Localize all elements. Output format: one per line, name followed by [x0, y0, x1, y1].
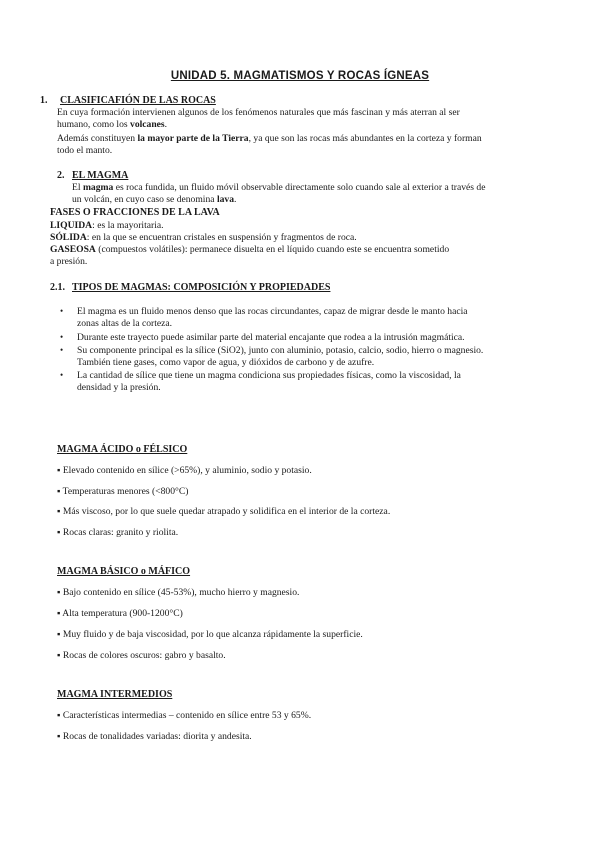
bullet-icon: •: [60, 306, 64, 316]
section-2-heading: EL MAGMA: [72, 170, 129, 181]
magma-intermedio-item: ▪ Rocas de tonalidades variadas: diorita y andesita.: [57, 731, 252, 742]
section-1-heading: CLASIFICAFIÓN DE LAS ROCAS: [60, 95, 216, 106]
s2-paragraph-line: El magma es roca fundida, un fluido móvil observable directamente solo cuando sale al exterior a través de: [72, 182, 486, 193]
magma-intermedio-heading: MAGMA INTERMEDIOS: [57, 689, 173, 700]
section-1-number: 1.: [40, 95, 48, 106]
s1-paragraph-line: humano, como los volcanes.: [57, 119, 168, 130]
magma-basico-item: ▪ Rocas de colores oscuros: gabro y basalto.: [57, 650, 226, 661]
bullet-icon: •: [60, 332, 64, 342]
magma-acido-item: ▪ Temperaturas menores (<800°C): [57, 486, 189, 497]
s21-bullet-line: La cantidad de sílice que tiene un magma condiciona sus propiedades físicas, como la viscosidad, la: [77, 370, 461, 381]
magma-intermedio-item: ▪ Características intermedias – contenido en sílice entre 53 y 65%.: [57, 710, 312, 721]
s21-bullet-line: Su componente principal es la sílice (SiO2), junto con aluminio, potasio, calcio, sodio, hierro o magnesio.: [77, 345, 484, 356]
s21-bullet-line: zonas altas de la corteza.: [77, 318, 173, 329]
s21-bullet-line: El magma es un fluido menos denso que las rocas circundantes, capaz de migrar desde le manto hacia: [77, 306, 468, 317]
section-21-heading: TIPOS DE MAGMAS: COMPOSICIÓN Y PROPIEDADES: [72, 282, 331, 293]
dot-icon: ▪: [57, 731, 61, 742]
dot-icon: ▪: [57, 629, 61, 640]
fase-gaseosa-cont: a presión.: [50, 256, 88, 267]
magma-basico-heading: MAGMA BÁSICO o MÁFICO: [57, 566, 191, 577]
magma-acido-heading: MAGMA ÁCIDO o FÉLSICO: [57, 444, 188, 455]
section-21-number: 2.1.: [50, 282, 65, 293]
magma-basico-item: ▪ Alta temperatura (900-1200°C): [57, 608, 183, 619]
magma-basico-item: ▪ Muy fluido y de baja viscosidad, por lo que alcanza rápidamente la superficie.: [57, 629, 363, 640]
magma-acido-item: ▪ Elevado contenido en sílice (>65%), y aluminio, sodio y potasio.: [57, 465, 312, 476]
s21-bullet-line: densidad y la presión.: [77, 382, 161, 393]
dot-icon: ▪: [57, 650, 61, 661]
section-2-number: 2.: [57, 170, 65, 181]
dot-icon: ▪: [57, 486, 61, 497]
s21-bullet-line: Durante este trayecto puede asimilar parte del material encajante que rodea a la intrusión magmática.: [77, 332, 465, 343]
bullet-icon: •: [60, 370, 64, 380]
dot-icon: ▪: [57, 608, 61, 619]
s21-bullet-line: También tiene gases, como vapor de agua, y dióxidos de carbono y de azufre.: [77, 357, 375, 368]
magma-acido-item: ▪ Más viscoso, por lo que suele quedar atrapado y solidifica en el interior de la corteza.: [57, 506, 391, 517]
dot-icon: ▪: [57, 465, 61, 476]
dot-icon: ▪: [57, 527, 61, 538]
fase-gaseosa: GASEOSA (compuestos volátiles): permanece disuelta en el líquido cuando este se encuentra sometido: [50, 244, 450, 255]
dot-icon: ▪: [57, 710, 61, 721]
dot-icon: ▪: [57, 506, 61, 517]
dot-icon: ▪: [57, 587, 61, 598]
s1-paragraph-line: Además constituyen la mayor parte de la Tierra, ya que son las rocas más abundantes en la corteza y forman: [57, 133, 482, 144]
bullet-icon: •: [60, 345, 64, 355]
magma-acido-item: ▪ Rocas claras: granito y riolita.: [57, 527, 179, 538]
s1-paragraph-line: En cuya formación intervienen algunos de los fenómenos naturales que más fascinan y más aterran al ser: [57, 107, 460, 118]
fases-heading: FASES O FRACCIONES DE LA LAVA: [50, 207, 220, 218]
page-title: UNIDAD 5. MAGMATISMOS Y ROCAS ÍGNEAS: [170, 70, 430, 82]
fase-liquida: LIQUIDA: es la mayoritaria.: [50, 220, 164, 231]
fase-solida: SÓLIDA: en la que se encuentran cristales en suspensión y fragmentos de roca.: [50, 232, 357, 243]
magma-basico-item: ▪ Bajo contenido en sílice (45-53%), mucho hierro y magnesio.: [57, 587, 300, 598]
s1-paragraph-line: todo el manto.: [57, 145, 113, 156]
s2-paragraph-line: un volcán, en cuyo caso se denomina lava.: [72, 194, 237, 205]
